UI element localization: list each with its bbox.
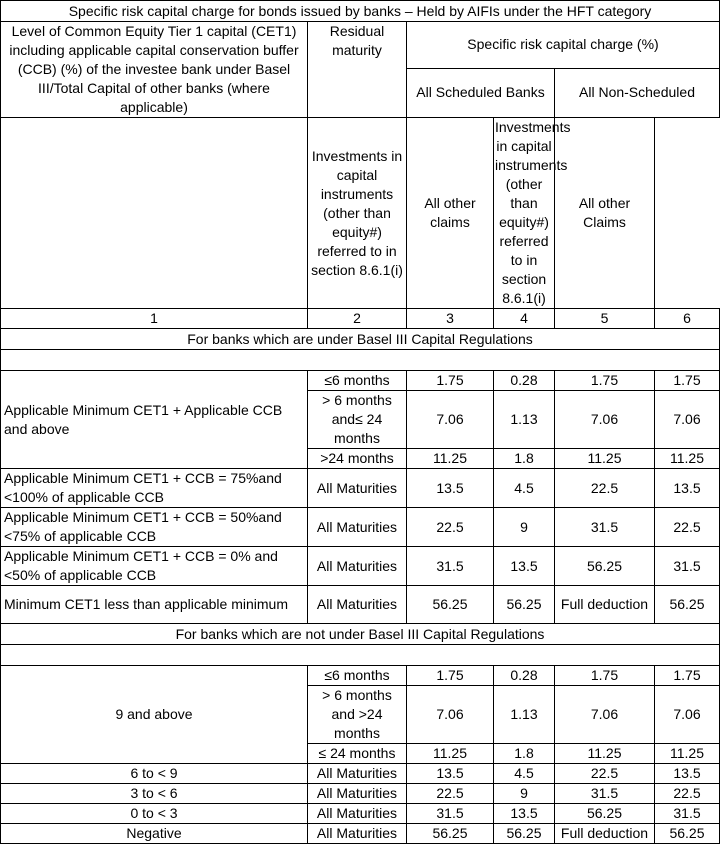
value-cell: 1.75 [655, 666, 720, 686]
value-cell: 7.06 [655, 391, 720, 449]
value-cell: 31.5 [407, 804, 494, 824]
table-row [1, 764, 720, 784]
value-cell: 22.5 [655, 784, 720, 804]
value-cell: 56.25 [494, 824, 555, 844]
column-number: 5 [555, 309, 655, 329]
section-spacer [1, 350, 720, 371]
section-spacer [1, 645, 720, 666]
table-row [1, 508, 720, 547]
value-cell: 9 [494, 784, 555, 804]
value-cell: 22.5 [555, 469, 655, 508]
level-cell: 9 and above [1, 666, 308, 764]
value-cell: 7.06 [407, 391, 494, 449]
maturity-cell: All Maturities [308, 764, 407, 784]
value-cell: 0.28 [494, 371, 555, 391]
value-cell: 22.5 [407, 784, 494, 804]
value-cell: 13.5 [407, 469, 494, 508]
table-title: Specific risk capital charge for bonds issued by banks – Held by AIFIs under the HFT category [1, 1, 720, 22]
value-cell: 13.5 [655, 764, 720, 784]
header-level: Level of Common Equity Tier 1 capital (CET1) including applicable capital conservation buffer (CCB) (%) of the investee bank under Basel III/Total Capital of other banks (where applicable) [1, 22, 308, 118]
value-cell: 7.06 [655, 686, 720, 744]
table-row [1, 547, 720, 586]
table-row [1, 666, 720, 686]
level-cell: Applicable Minimum CET1 + CCB = 75%and <100% of applicable CCB [1, 469, 308, 508]
value-cell: 9 [494, 508, 555, 547]
value-cell: 7.06 [555, 391, 655, 449]
value-cell: 31.5 [655, 547, 720, 586]
table-row [1, 469, 720, 508]
value-cell: Full deduction [555, 824, 655, 844]
table-row [1, 586, 720, 624]
level-cell: Applicable Minimum CET1 + Applicable CCB and above [1, 371, 308, 469]
level-cell: Applicable Minimum CET1 + CCB = 50%and <75% of applicable CCB [1, 508, 308, 547]
value-cell: 31.5 [555, 508, 655, 547]
section-spacer-row [1, 350, 720, 371]
level-cell: 3 to < 6 [1, 784, 308, 804]
value-cell: 56.25 [555, 804, 655, 824]
value-cell: 1.75 [655, 371, 720, 391]
header-other-non-scheduled: All other Claims [555, 118, 655, 309]
table-row [1, 804, 720, 824]
value-cell: Full deduction [555, 586, 655, 624]
column-number: 3 [407, 309, 494, 329]
section-spacer-row [1, 645, 720, 666]
column-number: 2 [308, 309, 407, 329]
table-row [1, 824, 720, 844]
header-residual-maturity: Residual maturity [308, 22, 407, 118]
header-detail-row [1, 118, 720, 309]
header-scheduled-banks: All Scheduled Banks [407, 68, 555, 117]
value-cell: 11.25 [655, 449, 720, 469]
value-cell: 56.25 [494, 586, 555, 624]
column-number: 6 [655, 309, 720, 329]
value-cell: 1.75 [555, 666, 655, 686]
column-number: 1 [1, 309, 308, 329]
value-cell: 31.5 [407, 547, 494, 586]
section-title: For banks which are not under Basel III Capital Regulations [1, 624, 720, 645]
value-cell: 22.5 [555, 764, 655, 784]
section-title-row [1, 329, 720, 350]
value-cell: 56.25 [655, 824, 720, 844]
value-cell: 1.13 [494, 686, 555, 744]
value-cell: 22.5 [407, 508, 494, 547]
header-other-scheduled: All other claims [407, 118, 494, 309]
value-cell: 1.75 [407, 371, 494, 391]
header-inv-non-scheduled: Investments in capital instruments (other than equity#) referred to in section 8.6.1(i) [494, 118, 555, 309]
maturity-cell: All Maturities [308, 784, 407, 804]
value-cell: 1.8 [494, 449, 555, 469]
maturity-cell: > 6 months and≤ 24 months [308, 391, 407, 449]
section-title-row [1, 624, 720, 645]
value-cell: 31.5 [555, 784, 655, 804]
maturity-cell: All Maturities [308, 547, 407, 586]
level-cell: 0 to < 3 [1, 804, 308, 824]
maturity-cell: All Maturities [308, 469, 407, 508]
level-cell: Minimum CET1 less than applicable minimum [1, 586, 308, 624]
value-cell: 13.5 [494, 547, 555, 586]
value-cell: 7.06 [407, 686, 494, 744]
maturity-cell: All Maturities [308, 804, 407, 824]
header-non-scheduled: All Non-Scheduled [555, 68, 720, 117]
header-inv-scheduled: Investments in capital instruments (other than equity#) referred to in section 8.6.1(i) [308, 118, 407, 309]
value-cell: 1.75 [555, 371, 655, 391]
level-cell: 6 to < 9 [1, 764, 308, 784]
value-cell: 56.25 [555, 547, 655, 586]
maturity-cell: > 6 months and >24 months [308, 686, 407, 744]
column-number: 4 [494, 309, 555, 329]
value-cell: 11.25 [407, 449, 494, 469]
value-cell: 7.06 [555, 686, 655, 744]
value-cell: 0.28 [494, 666, 555, 686]
value-cell: 56.25 [407, 824, 494, 844]
maturity-cell: ≤6 months [308, 371, 407, 391]
table-row [1, 784, 720, 804]
value-cell: 1.8 [494, 744, 555, 764]
value-cell: 1.75 [407, 666, 494, 686]
maturity-cell: ≤ 24 months [308, 744, 407, 764]
value-cell: 56.25 [407, 586, 494, 624]
maturity-cell: All Maturities [308, 824, 407, 844]
level-cell: Applicable Minimum CET1 + CCB = 0% and <50% of applicable CCB [1, 547, 308, 586]
value-cell: 31.5 [655, 804, 720, 824]
header-specific-risk-charge: Specific risk capital charge (%) [407, 22, 720, 69]
value-cell: 13.5 [407, 764, 494, 784]
value-cell: 11.25 [655, 744, 720, 764]
value-cell: 11.25 [407, 744, 494, 764]
maturity-cell: ≤6 months [308, 666, 407, 686]
value-cell: 1.13 [494, 391, 555, 449]
maturity-cell: >24 months [308, 449, 407, 469]
section-title: For banks which are under Basel III Capital Regulations [1, 329, 720, 350]
column-number-row [1, 309, 720, 329]
maturity-cell: All Maturities [308, 586, 407, 624]
table-row [1, 371, 720, 391]
level-cell: Negative [1, 824, 308, 844]
value-cell: 13.5 [494, 804, 555, 824]
value-cell: 11.25 [555, 449, 655, 469]
value-cell: 56.25 [655, 586, 720, 624]
value-cell: 11.25 [555, 744, 655, 764]
value-cell: 13.5 [655, 469, 720, 508]
value-cell: 22.5 [655, 508, 720, 547]
header-residual-blank [1, 118, 308, 309]
maturity-cell: All Maturities [308, 508, 407, 547]
value-cell: 4.5 [494, 764, 555, 784]
value-cell: 4.5 [494, 469, 555, 508]
